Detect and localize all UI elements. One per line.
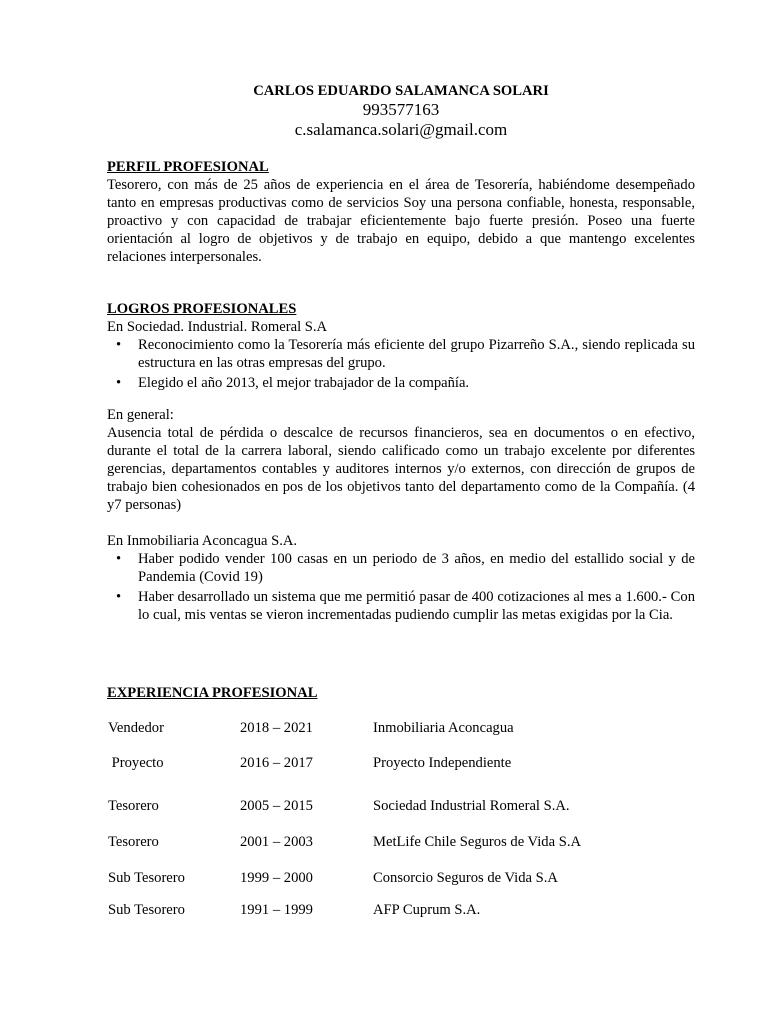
exp-company: Proyecto Independiente — [373, 755, 512, 771]
experiencia-title: EXPERIENCIA PROFESIONAL — [107, 685, 318, 701]
table-row — [107, 719, 695, 737]
exp-company: AFP Cuprum S.A. — [373, 902, 481, 918]
romeral-list — [107, 336, 695, 392]
table-row — [107, 797, 695, 815]
table-row — [107, 754, 695, 772]
exp-years: 2016 – 2017 — [240, 755, 313, 771]
list-item: • Reconocimiento como la Tesorería más eficiente del grupo Pizarreño S.A., siendo replicada su estructura en las otras empresas del grupo. — [138, 336, 695, 372]
exp-years: 2005 – 2015 — [240, 798, 313, 814]
perfil-text: Tesorero, con más de 25 años de experiencia en el área de Tesorería, habiéndome desempeñado tanto en empresas productivas como de servicios Soy una persona confiable, honesta, responsable, proactivo y con capacidad de trabajar eficientemente bajo fuerte presión. Poseo una fuerte orientación al logro de objetivos y de trabajo en equipo, debido a que mantengo excelentes relaciones interpersonales. — [107, 177, 695, 265]
list-item: • Haber desarrollado un sistema que me permitió pasar de 400 cotizaciones al mes a 1.600.- Con lo cual, mis ventas se vieron incrementadas pudiendo cumplir las metas exigidas por la Cia. — [138, 588, 695, 624]
exp-years: 2001 – 2003 — [240, 834, 313, 850]
exp-company: Inmobiliaria Aconcagua — [373, 720, 514, 736]
list-item: • Elegido el año 2013, el mejor trabajador de la compañía. — [138, 374, 695, 392]
table-row — [107, 901, 695, 919]
exp-role: Vendedor — [108, 720, 164, 736]
exp-company: Sociedad Industrial Romeral S.A. — [373, 798, 570, 814]
general-heading: En general: — [107, 407, 174, 423]
perfil-section — [107, 158, 695, 266]
exp-years: 1991 – 1999 — [240, 902, 313, 918]
exp-company: MetLife Chile Seguros de Vida S.A — [373, 834, 582, 850]
resume-document — [107, 82, 695, 626]
logros-title: LOGROS PROFESIONALES — [107, 301, 297, 317]
candidate-name: CARLOS EDUARDO SALAMANCA SOLARI — [253, 83, 549, 99]
exp-role: Sub Tesorero — [108, 902, 185, 918]
exp-role: Tesorero — [108, 834, 159, 850]
aconcagua-list — [107, 550, 695, 624]
logros-section — [107, 300, 695, 624]
exp-years: 2018 – 2021 — [240, 720, 313, 736]
table-row — [107, 833, 695, 851]
phone-number: 993577163 — [362, 100, 440, 119]
perfil-title: PERFIL PROFESIONAL — [107, 159, 269, 175]
exp-role: Tesorero — [108, 798, 159, 814]
table-row — [107, 869, 695, 887]
romeral-heading: En Sociedad. Industrial. Romeral S.A — [107, 319, 328, 335]
aconcagua-heading: En Inmobiliaria Aconcagua S.A. — [107, 533, 298, 549]
exp-years: 1999 – 2000 — [240, 870, 313, 886]
exp-role: Sub Tesorero — [108, 870, 185, 886]
list-item: • Haber podido vender 100 casas en un periodo de 3 años, en medio del estallido social y de Pandemia (Covid 19) — [138, 550, 695, 586]
email-address: c.salamanca.solari@gmail.com — [294, 120, 508, 139]
exp-company: Consorcio Seguros de Vida S.A — [373, 870, 558, 886]
exp-role: Proyecto — [108, 755, 164, 771]
general-text: Ausencia total de pérdida o descalce de recursos financieros, sea en documentos o en efectivo, durante el total de la carrera laboral, siendo calificado como un trabajo excelente por diferentes gerencias, departamentos contables y auditores internos y/o externos, con dirección de grupos de trabajo bien cohesionados en pos de los objetivos tanto del departamento como de la Compañía. (4 y7 personas) — [107, 425, 695, 513]
